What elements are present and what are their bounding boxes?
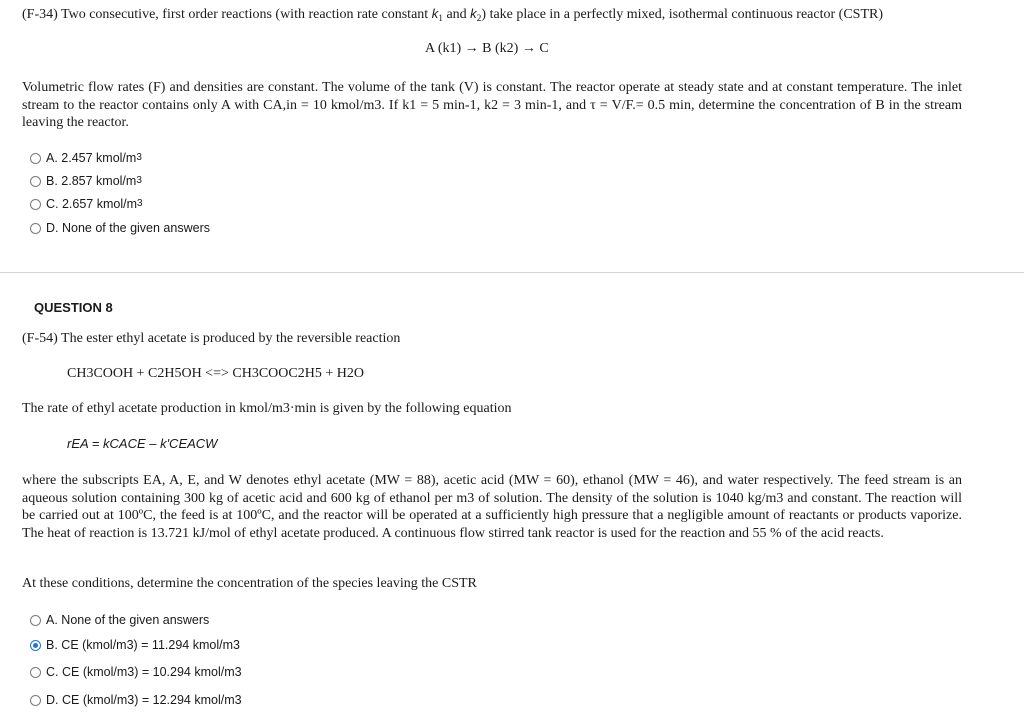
q7-intro: (F-34) Two consecutive, first order reactions (with reaction rate constant $k_1$ and $k_2$) take place in a perfectly mixed, isothermal continuous reactor (CSTR)	[22, 6, 883, 24]
q8-question: At these conditions, determine the concentration of the species leaving the CSTR	[22, 576, 477, 591]
radio-icon[interactable]	[30, 176, 41, 187]
q7-option-b[interactable]: B. 2.857 kmol/m 3	[30, 174, 142, 188]
section-divider	[0, 272, 1024, 273]
question-heading: QUESTION 8	[34, 300, 113, 315]
q8-reaction: CH3COOH + C2H5OH <=> CH3COOC2H5 + H2O	[67, 366, 364, 381]
q7-problem-text: Volumetric flow rates (F) and densities are constant. The volume of the tank (V) is constant. The reactor operate at steady state and at constant temperature. The inlet stream to the reactor contains only A with CA,in = 10 kmol/m3. If k1 = 5 min-1, k2 = 3 min-1, and τ = V/F.= 0.5 min, determine the concentration of B in the stream leaving the reactor.	[22, 80, 962, 130]
q7-option-d[interactable]: D. None of the given answers	[30, 221, 210, 235]
q8-rate-intro: The rate of ethyl acetate production in kmol/m3·min is given by the following equation	[22, 401, 512, 416]
radio-selected-icon[interactable]	[30, 640, 41, 651]
radio-icon[interactable]	[30, 223, 41, 234]
q8-option-d[interactable]: D. CE (kmol/m3) = 12.294 kmol/m3	[30, 693, 242, 707]
q7-option-c[interactable]: C. 2.657 kmol/m 3	[30, 197, 143, 211]
q8-intro: (F-54) The ester ethyl acetate is produced by the reversible reaction	[22, 331, 401, 346]
radio-icon[interactable]	[30, 199, 41, 210]
q8-option-b[interactable]: B. CE (kmol/m3) = 11.294 kmol/m3	[30, 638, 240, 652]
q8-option-c[interactable]: C. CE (kmol/m3) = 10.294 kmol/m3	[30, 665, 242, 679]
q7-option-a[interactable]: A. 2.457 kmol/m 3	[30, 151, 142, 165]
radio-icon[interactable]	[30, 615, 41, 626]
q8-rate-equation: rEA = kCACE – k'CEACW	[67, 436, 218, 451]
radio-icon[interactable]	[30, 695, 41, 706]
q7-reaction-scheme: A (k1) → B (k2) → C	[425, 41, 549, 56]
q8-option-a[interactable]: A. None of the given answers	[30, 613, 209, 627]
q8-problem-text: where the subscripts EA, A, E, and W denotes ethyl acetate (MW = 88), acetic acid (MW = 60), ethanol (MW = 46), and water respectively. The feed stream is an aqueous solution containing 300 kg of acetic acid and 600 kg of ethanol per m3 of solution. The density of the solution is 1040 kg/m3 and constant. The reaction will be carried out at 100ºC, the feed is at 100ºC, and the reactor will be operated at a sufficiently high pressure that a negligible amount of reactants or products vaporize. The heat of reaction is 13.721 kJ/mol of ethyl acetate produced. A continuous flow stirred tank reactor is used for the reaction and 55 % of the acid reacts.	[22, 473, 962, 541]
radio-icon[interactable]	[30, 667, 41, 678]
radio-icon[interactable]	[30, 153, 41, 164]
